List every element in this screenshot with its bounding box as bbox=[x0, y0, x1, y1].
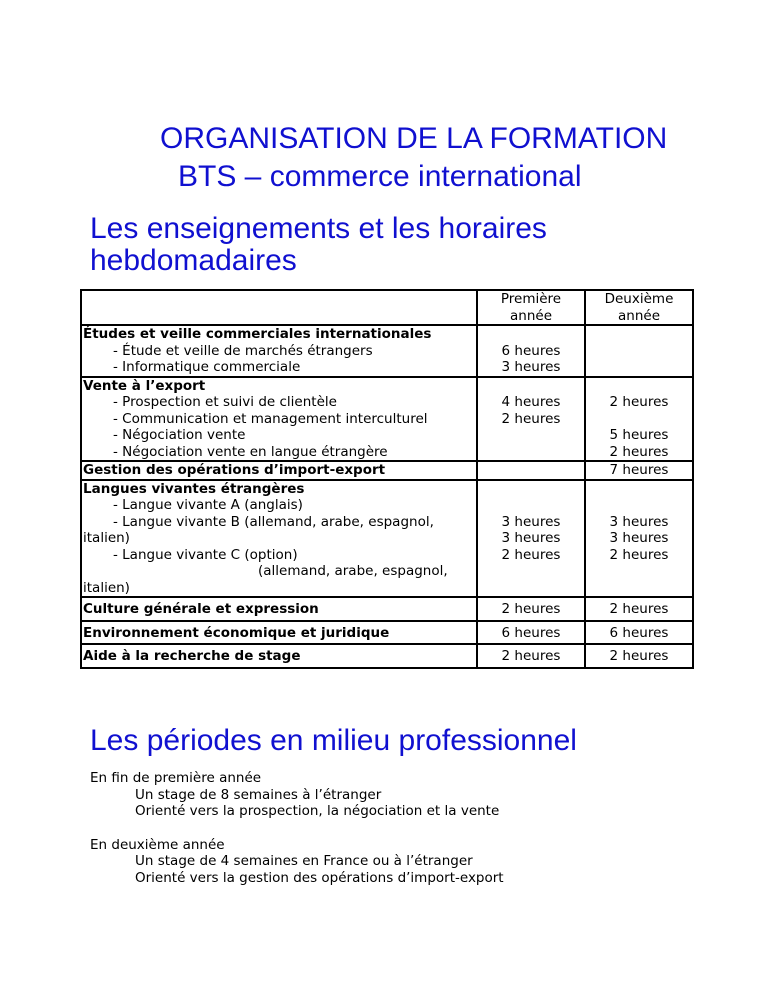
second-year-cell bbox=[585, 377, 693, 462]
second-year-cell: 2 heures bbox=[585, 644, 693, 668]
hours-value: 6 heures bbox=[501, 342, 561, 359]
hours-value: 3 heures bbox=[609, 513, 669, 530]
table-row bbox=[81, 377, 693, 462]
second-year-cell: 7 heures bbox=[585, 461, 693, 480]
table-header-empty bbox=[81, 290, 477, 325]
first-year-cell bbox=[477, 325, 585, 377]
row-item: (allemand, arabe, espagnol, bbox=[258, 563, 448, 579]
row-title: Langues vivantes étrangères bbox=[83, 480, 305, 497]
second-year-cell bbox=[585, 480, 693, 598]
period1-line2: Orienté vers la prospection, la négociation et la vente bbox=[135, 803, 500, 819]
row-item: italien) bbox=[83, 579, 130, 596]
page-title-line1: ORGANISATION DE LA FORMATION bbox=[160, 122, 668, 155]
hours-value: 2 heures bbox=[609, 394, 669, 410]
hours-value: 4 heures bbox=[501, 394, 561, 410]
second-year-cell: 6 heures bbox=[585, 621, 693, 645]
first-year-cell: 2 heures bbox=[477, 597, 585, 621]
first-year-cell bbox=[477, 480, 585, 598]
hours-value: 3 heures bbox=[501, 359, 561, 375]
first-year-cell bbox=[477, 377, 585, 462]
hours-value: 3 heures bbox=[501, 513, 561, 530]
table-header-row bbox=[81, 290, 693, 325]
first-year-cell: 2 heures bbox=[477, 644, 585, 668]
row-item: - Informatique commerciale bbox=[113, 359, 301, 375]
page-title-line2: BTS – commerce international bbox=[178, 160, 582, 193]
row-label-cell bbox=[81, 377, 477, 462]
row-title: Études et veille commerciales internationales bbox=[83, 326, 432, 342]
row-title: Vente à l’export bbox=[83, 377, 206, 394]
row-item: - Langue vivante C (option) bbox=[113, 546, 298, 563]
row-item: - Négociation vente bbox=[113, 427, 246, 443]
header-first-year: Première année bbox=[477, 290, 585, 325]
section-heading-teaching: Les enseignements et les horaires hebdomadaires bbox=[90, 212, 547, 277]
table-row bbox=[81, 325, 693, 377]
row-item: - Communication et management interculturel bbox=[113, 410, 428, 427]
period1-label: En fin de première année bbox=[90, 770, 262, 786]
row-title: Gestion des opérations d’import-export bbox=[81, 461, 477, 480]
hours-value: 2 heures bbox=[501, 546, 561, 563]
row-item: - Étude et veille de marchés étrangers bbox=[113, 342, 373, 359]
period1-line1: Un stage de 8 semaines à l’étranger bbox=[135, 786, 382, 803]
hours-value: 2 heures bbox=[501, 410, 561, 427]
row-label-cell bbox=[81, 325, 477, 377]
row-item: - Négociation vente en langue étrangère bbox=[113, 443, 388, 460]
hours-value: 3 heures bbox=[501, 530, 561, 546]
hours-value: 2 heures bbox=[609, 546, 669, 563]
second-year-cell bbox=[585, 325, 693, 377]
period2-line2: Orienté vers la gestion des opérations d’import-export bbox=[135, 869, 504, 886]
row-item: italien) bbox=[83, 530, 130, 546]
row-label-cell bbox=[81, 480, 477, 598]
hours-table bbox=[80, 289, 694, 669]
first-year-cell bbox=[477, 461, 585, 480]
table-row bbox=[81, 461, 693, 480]
hours-value: 5 heures bbox=[609, 427, 669, 443]
second-year-cell: 2 heures bbox=[585, 597, 693, 621]
section-heading-periods: Les périodes en milieu professionnel bbox=[90, 724, 577, 757]
row-title: Culture générale et expression bbox=[81, 597, 477, 621]
row-title: Environnement économique et juridique bbox=[81, 621, 477, 645]
table-row bbox=[81, 644, 693, 668]
hours-value: 2 heures bbox=[609, 443, 669, 460]
period2-label: En deuxième année bbox=[90, 836, 225, 853]
row-item: - Langue vivante B (allemand, arabe, espagnol, bbox=[113, 513, 434, 530]
row-item: - Langue vivante A (anglais) bbox=[113, 497, 303, 513]
table-row bbox=[81, 621, 693, 645]
period2-line1: Un stage de 4 semaines en France ou à l’étranger bbox=[135, 853, 473, 869]
periods-text bbox=[90, 770, 504, 886]
hours-value: 3 heures bbox=[609, 530, 669, 546]
row-item: - Prospection et suivi de clientèle bbox=[113, 394, 337, 410]
table-row bbox=[81, 597, 693, 621]
header-second-year: Deuxième année bbox=[585, 290, 693, 325]
table-row bbox=[81, 480, 693, 598]
row-title: Aide à la recherche de stage bbox=[81, 644, 477, 668]
first-year-cell: 6 heures bbox=[477, 621, 585, 645]
